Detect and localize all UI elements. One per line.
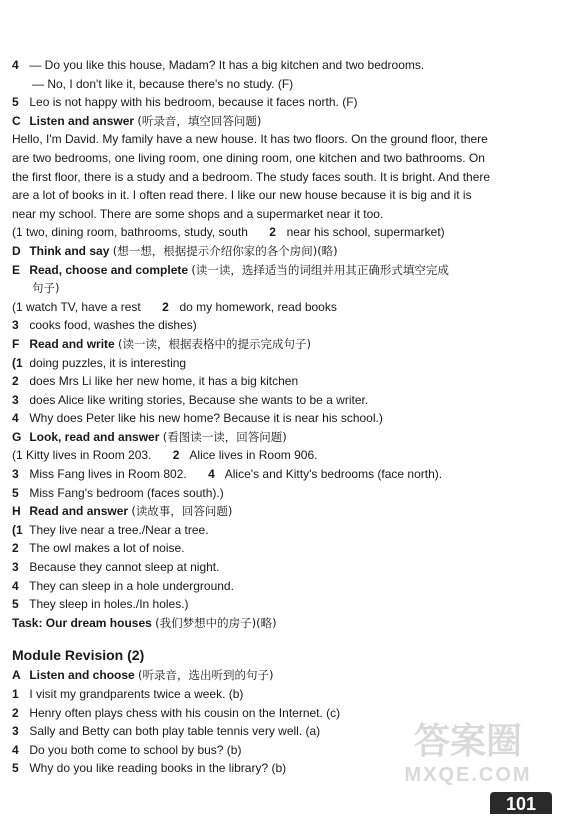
answer-page	[12, 56, 560, 778]
module-section-a-heading: A Listen and choose (听录音，选出听到的句子)	[12, 668, 274, 683]
list-item: (1 They live near a tree./Near a tree.	[12, 522, 209, 537]
section-e-answers-2: 3 cooks food, washes the dishes)	[12, 318, 197, 333]
list-item: 1 I visit my grandparents twice a week. (b)	[12, 687, 244, 701]
list-item: (1 doing puzzles, it is interesting	[12, 355, 187, 370]
section-c-heading: C Listen and answer (听录音，填空回答问题)	[12, 113, 262, 128]
section-h-heading: H Read and answer (读故事，回答问题)	[12, 504, 233, 519]
item-4-answer: — No, I don't like it, because there's no study. (F)	[32, 76, 294, 91]
list-item: 3 does Alice like writing stories, Because she wants to be a writer.	[12, 392, 369, 407]
page-number: 101	[490, 792, 552, 814]
list-item: 2 does Mrs Li like her new home, it has a big kitchen	[12, 374, 299, 389]
section-g-row-1: (1 Kitty lives in Room 203. 2 Alice lives in Room 906.	[12, 448, 318, 463]
section-f-heading: F Read and write (读一读，根据表格中的提示完成句子)	[12, 336, 312, 351]
section-d-heading: D Think and say (想一想，根据提示介绍你家的各个房间)(略)	[12, 243, 338, 258]
list-item: 4 Do you both come to school by bus? (b)	[12, 742, 242, 757]
list-item: 4 Why does Peter like his new home? Because it is near his school.)	[12, 411, 383, 426]
section-c-answers: (1 two, dining room, bathrooms, study, south 2 near his school, supermarket)	[12, 225, 445, 240]
watermark-logo: 答案圈 MXQE.COM	[404, 721, 532, 786]
list-item: 2 Henry often plays chess with his cousin on the Internet. (c)	[12, 705, 341, 720]
list-item: 3 Because they cannot sleep at night.	[12, 560, 220, 575]
list-item: 2 The owl makes a lot of noise.	[12, 541, 185, 556]
list-item: 5 Why do you like reading books in the library? (b)	[12, 761, 287, 776]
section-e-answers-1: (1 watch TV, have a rest 2 do my homework, read books	[12, 299, 337, 314]
item-5: 5 Leo is not happy with his bedroom, because it faces north. (F)	[12, 95, 358, 110]
section-g-row-3: 5 Miss Fang's bedroom (faces south).)	[12, 485, 224, 500]
section-g-row-2: 3 Miss Fang lives in Room 802. 4 Alice's and Kitty's bedrooms (face north).	[12, 467, 443, 482]
section-e-heading: E Read, choose and complete (读一读，选择适当的词组并用其正确形式填空完成	[12, 262, 449, 277]
section-g-heading: G Look, read and answer (看图读一读，回答问题)	[12, 429, 287, 444]
module-title: Module Revision (2)	[12, 647, 145, 664]
section-c-passage: Hello, I'm David. My family have a new house. It has two floors. On the ground floor, there are two bedrooms, one living room, one dining room, one kitchen and two bathrooms. On the first floor, there is a study and a bedroom. The study faces south. It is bright. And there are a lot of books in it. I often read there. I like our new house because it is big and it is near my school. There are some shops and a supermarket near it too.	[12, 132, 491, 221]
item-4-question: 4 — Do you like this house, Madam? It has a big kitchen and two bedrooms.	[12, 58, 425, 72]
list-item: 4 They can sleep in a hole underground.	[12, 578, 234, 593]
section-e-heading-cont: 句子)	[32, 281, 60, 296]
list-item: 5 They sleep in holes./In holes.)	[12, 597, 189, 612]
list-item: 3 Sally and Betty can both play table tennis very well. (a)	[12, 724, 321, 739]
task-heading: Task: Our dream houses (我们梦想中的房子)(略)	[12, 615, 277, 630]
